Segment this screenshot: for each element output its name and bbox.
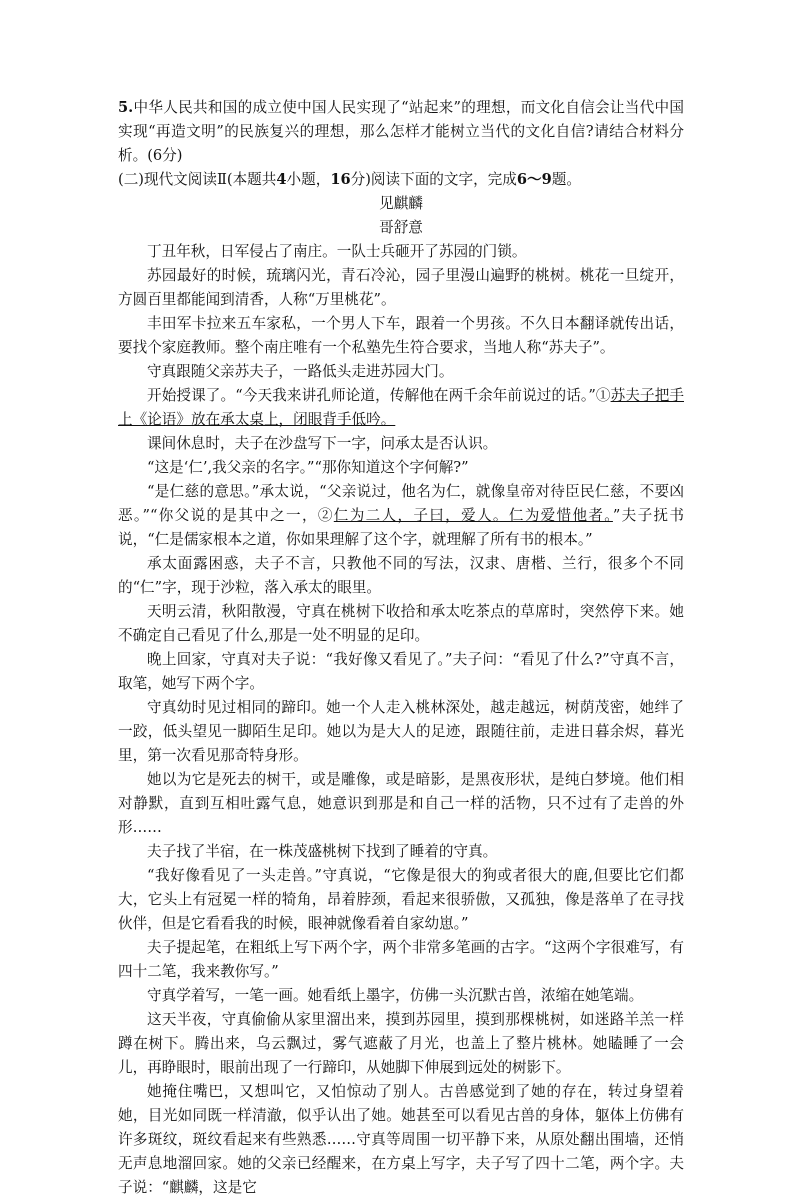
paragraph: 夫子找了半宿，在一株茂盛桃树下找到了睡着的守真。 [147,843,498,860]
paragraph-underlined-2: “是仁慈的意思。”承太说，“父亲说过，他名为仁，就像皇帝对待臣民仁慈，不要凶恶。”“你父说的是其中之一，②仁为二人，子曰，爱人。仁为爱惜他者。”夫子抚书说，“仁是儒家根本之道，你如果理解了这个字，就理解了所有书的根本。” [118,483,685,548]
paragraph: 丁丑年秋，日军侵占了南庄。一队士兵砸开了苏园的门锁。 [147,243,527,260]
paragraph: “我好像看见了一头走兽。”守真说，“它像是很大的狗或者很大的鹿,但要比它们都大，它头上有冠冕一样的犄角，昂着脖颈，看起来很骄傲，又孤独，像是落单了在寻找伙伴，但是它看看我的时候，眼神就像看着自家幼崽。” [118,867,684,932]
paragraph: 夫子提起笔，在粗纸上写下两个字，两个非常多笔画的古字。“这两个字很难写，有四十二笔，我来教你写。” [118,939,684,980]
question-5 [118,96,684,168]
paragraph: 课间休息时，夫子在沙盘写下一字，问承太是否认识。 [147,435,498,452]
exam-page [118,96,684,1200]
paragraph: 她掩住嘴巴，又想叫它，又怕惊动了别人。古兽感觉到了她的存在，转过身望着她，目光如同既一样清澈，似乎认出了她。她甚至可以看见古兽的身体，躯体上仿佛有许多斑纹，斑纹看起来有些熟悉……守真等周围一切平静下来，从原处翻出围墙，还悄无声息地溜回家。她的父亲已经醒来，在方桌上写字，夫子写了四十二笔，两个字。夫子说：“麒麟，这是它 [118,1083,684,1196]
paragraph: 守真跟随父亲苏夫子，一路低头走进苏园大门。 [147,363,454,380]
paragraph: 苏园最好的时候，琉璃闪光，青石冷沁，园子里漫山遍野的桃树。桃花一旦绽开，方圆百里都能闻到清香，人称“万里桃花”。 [118,267,684,308]
underlined-sentence-2: 仁为二人，子曰，爱人。仁为爱惜他者。 [333,507,613,524]
article-title: 见麒麟 [379,195,423,212]
question-5-text: 中华人民共和国的成立使中国人民实现了“站起来”的理想，而文化自信会让当代中国实现“再造文明”的民族复兴的理想，那么怎样才能树立当代的文化自信?请结合材料分析。(6分) [118,99,684,164]
paragraph: 晚上回家，守真对夫子说：“我好像又看见了。”夫子问：“看见了什么?”守真不言，取笔，她写下两个字。 [118,651,684,692]
paragraph: 她以为它是死去的树干，或是雕像，或是暗影，是黑夜形状，是纯白梦境。他们相对静默，直到互相吐露气息，她意识到那是和自己一样的活物，只不过有了走兽的外形…… [118,771,684,836]
paragraph: 天明云清，秋阳散漫，守真在桃树下收拾和承太吃茶点的草席时，突然停下来。她不确定自己看见了什么,那是一处不明显的足印。 [118,603,684,644]
article-author: 哥舒意 [379,219,423,236]
paragraph: 这天半夜，守真偷偷从家里溜出来，摸到苏园里，摸到那棵桃树，如迷路羊羔一样蹲在树下。腾出来，乌云飘过，雾气遮蔽了月光，也盖上了整片桃林。她瞌睡了一会儿，再睁眼时，眼前出现了一行蹄印，从她脚下伸展到远处的树影下。 [118,1011,684,1076]
question-5-number: 5. [118,99,134,116]
paragraph: 守真学着写，一笔一画。她看纸上墨字，仿佛一头沉默古兽，浓缩在她笔端。 [147,987,644,1004]
paragraph-underlined-1: 开始授课了。“今天我来讲孔师论道，传解他在两千余年前说过的话。”①苏夫子把手上《论语》放在承太桌上，闭眼背手低吟。 [118,387,684,428]
section-heading: (二)现代文阅读Ⅱ(本题共4小题，16分)阅读下面的文字，完成6～9题。 [118,171,581,188]
paragraph: 守真幼时见过相同的蹄印。她一个人走入桃林深处，越走越远，树荫茂密，她绊了一跤，低头望见一脚陌生足印。她以为是大人的足迹，跟随往前，走进日暮余烬，暮光里，第一次看见那奇特身形。 [118,699,684,764]
paragraph: “这是‘仁’,我父亲的名字。”“那你知道这个字何解?” [147,459,469,476]
paragraph: 丰田军卡拉来五车家私，一个男人下车，跟着一个男孩。不久日本翻译就传出话，要找个家庭教师。整个南庄唯有一个私塾先生符合要求，当地人称“苏夫子”。 [118,315,684,356]
paragraph: 承太面露困惑，夫子不言，只教他不同的写法，汉隶、唐楷、兰行，很多个不同的“仁”字，现于沙粒，落入承太的眼里。 [118,555,684,596]
underlined-sentence-1: 苏夫子把手上《论语》放在承太桌上，闭眼背手低吟。 [118,387,684,428]
